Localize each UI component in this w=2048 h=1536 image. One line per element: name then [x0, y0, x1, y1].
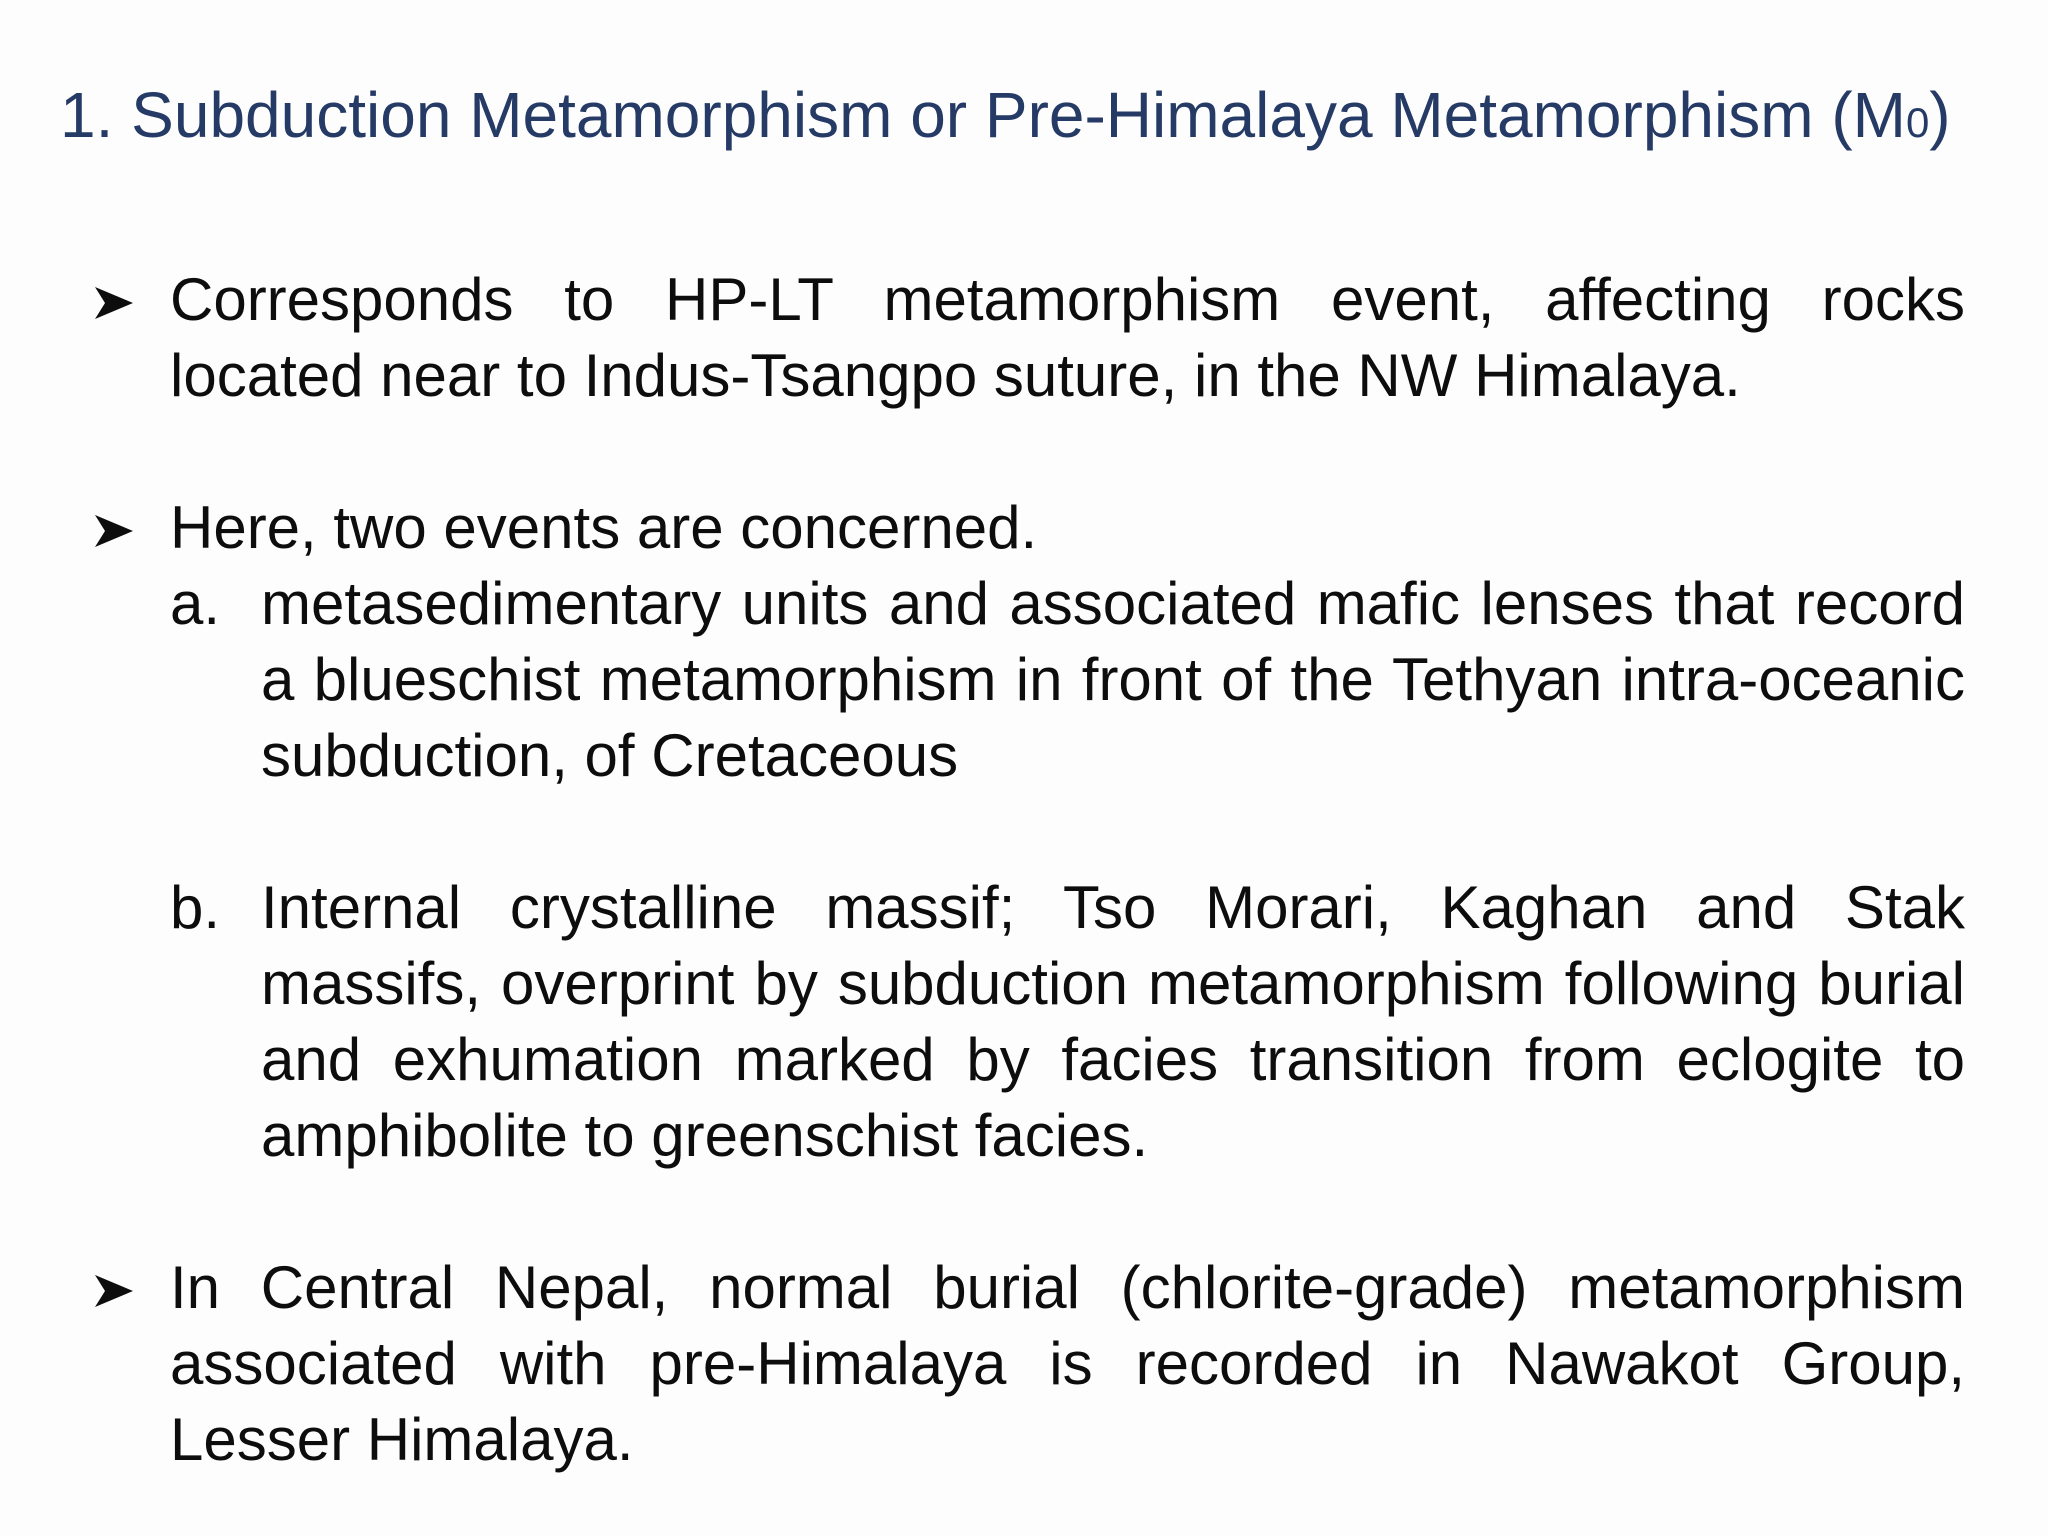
slide-content: [95, 262, 1965, 1478]
sub-list-marker: b.: [170, 874, 221, 941]
title-subscript: 0: [1905, 99, 1930, 146]
arrow-bullet-icon: [95, 1275, 133, 1307]
title-close-paren: ): [1929, 79, 1951, 151]
bullet-text: Here, two events are concerned.: [170, 494, 1038, 561]
sub-list-item: [170, 566, 1965, 794]
sub-list-item: [170, 870, 1965, 1174]
bullet-text: Corresponds to HP-LT metamorphism event, affecting rocks located near to Indus-Tsangpo suture, in the NW Himalaya.: [170, 266, 1965, 409]
arrow-bullet-icon: [95, 287, 133, 319]
bullet-item: [95, 1250, 1965, 1478]
title-main-text: 1. Subduction Metamorphism or Pre-Himalaya Metamorphism (M: [60, 79, 1906, 151]
spacer: [95, 794, 1965, 870]
sub-list-text: metasedimentary units and associated mafic lenses that record a blueschist metamorphism in front of the Tethyan intra-oceanic subduction, of Cretaceous: [261, 570, 1965, 789]
sub-list-marker: a.: [170, 570, 221, 637]
spacer: [95, 414, 1965, 490]
bullet-text: In Central Nepal, normal burial (chlorite-grade) metamorphism associated with pre-Himalaya is recorded in Nawakot Group, Lesser Himalaya.: [170, 1254, 1965, 1473]
spacer: [95, 1174, 1965, 1250]
sub-list-text: Internal crystalline massif; Tso Morari, Kaghan and Stak massifs, overprint by subduction metamorphism following burial and exhumation marked by facies transition from eclogite to amphibolite to greenschist facies.: [261, 874, 1965, 1169]
bullet-item: [95, 262, 1965, 414]
arrow-bullet-icon: [95, 515, 133, 547]
bullet-item: [95, 490, 1965, 566]
slide-title: [60, 72, 2000, 166]
